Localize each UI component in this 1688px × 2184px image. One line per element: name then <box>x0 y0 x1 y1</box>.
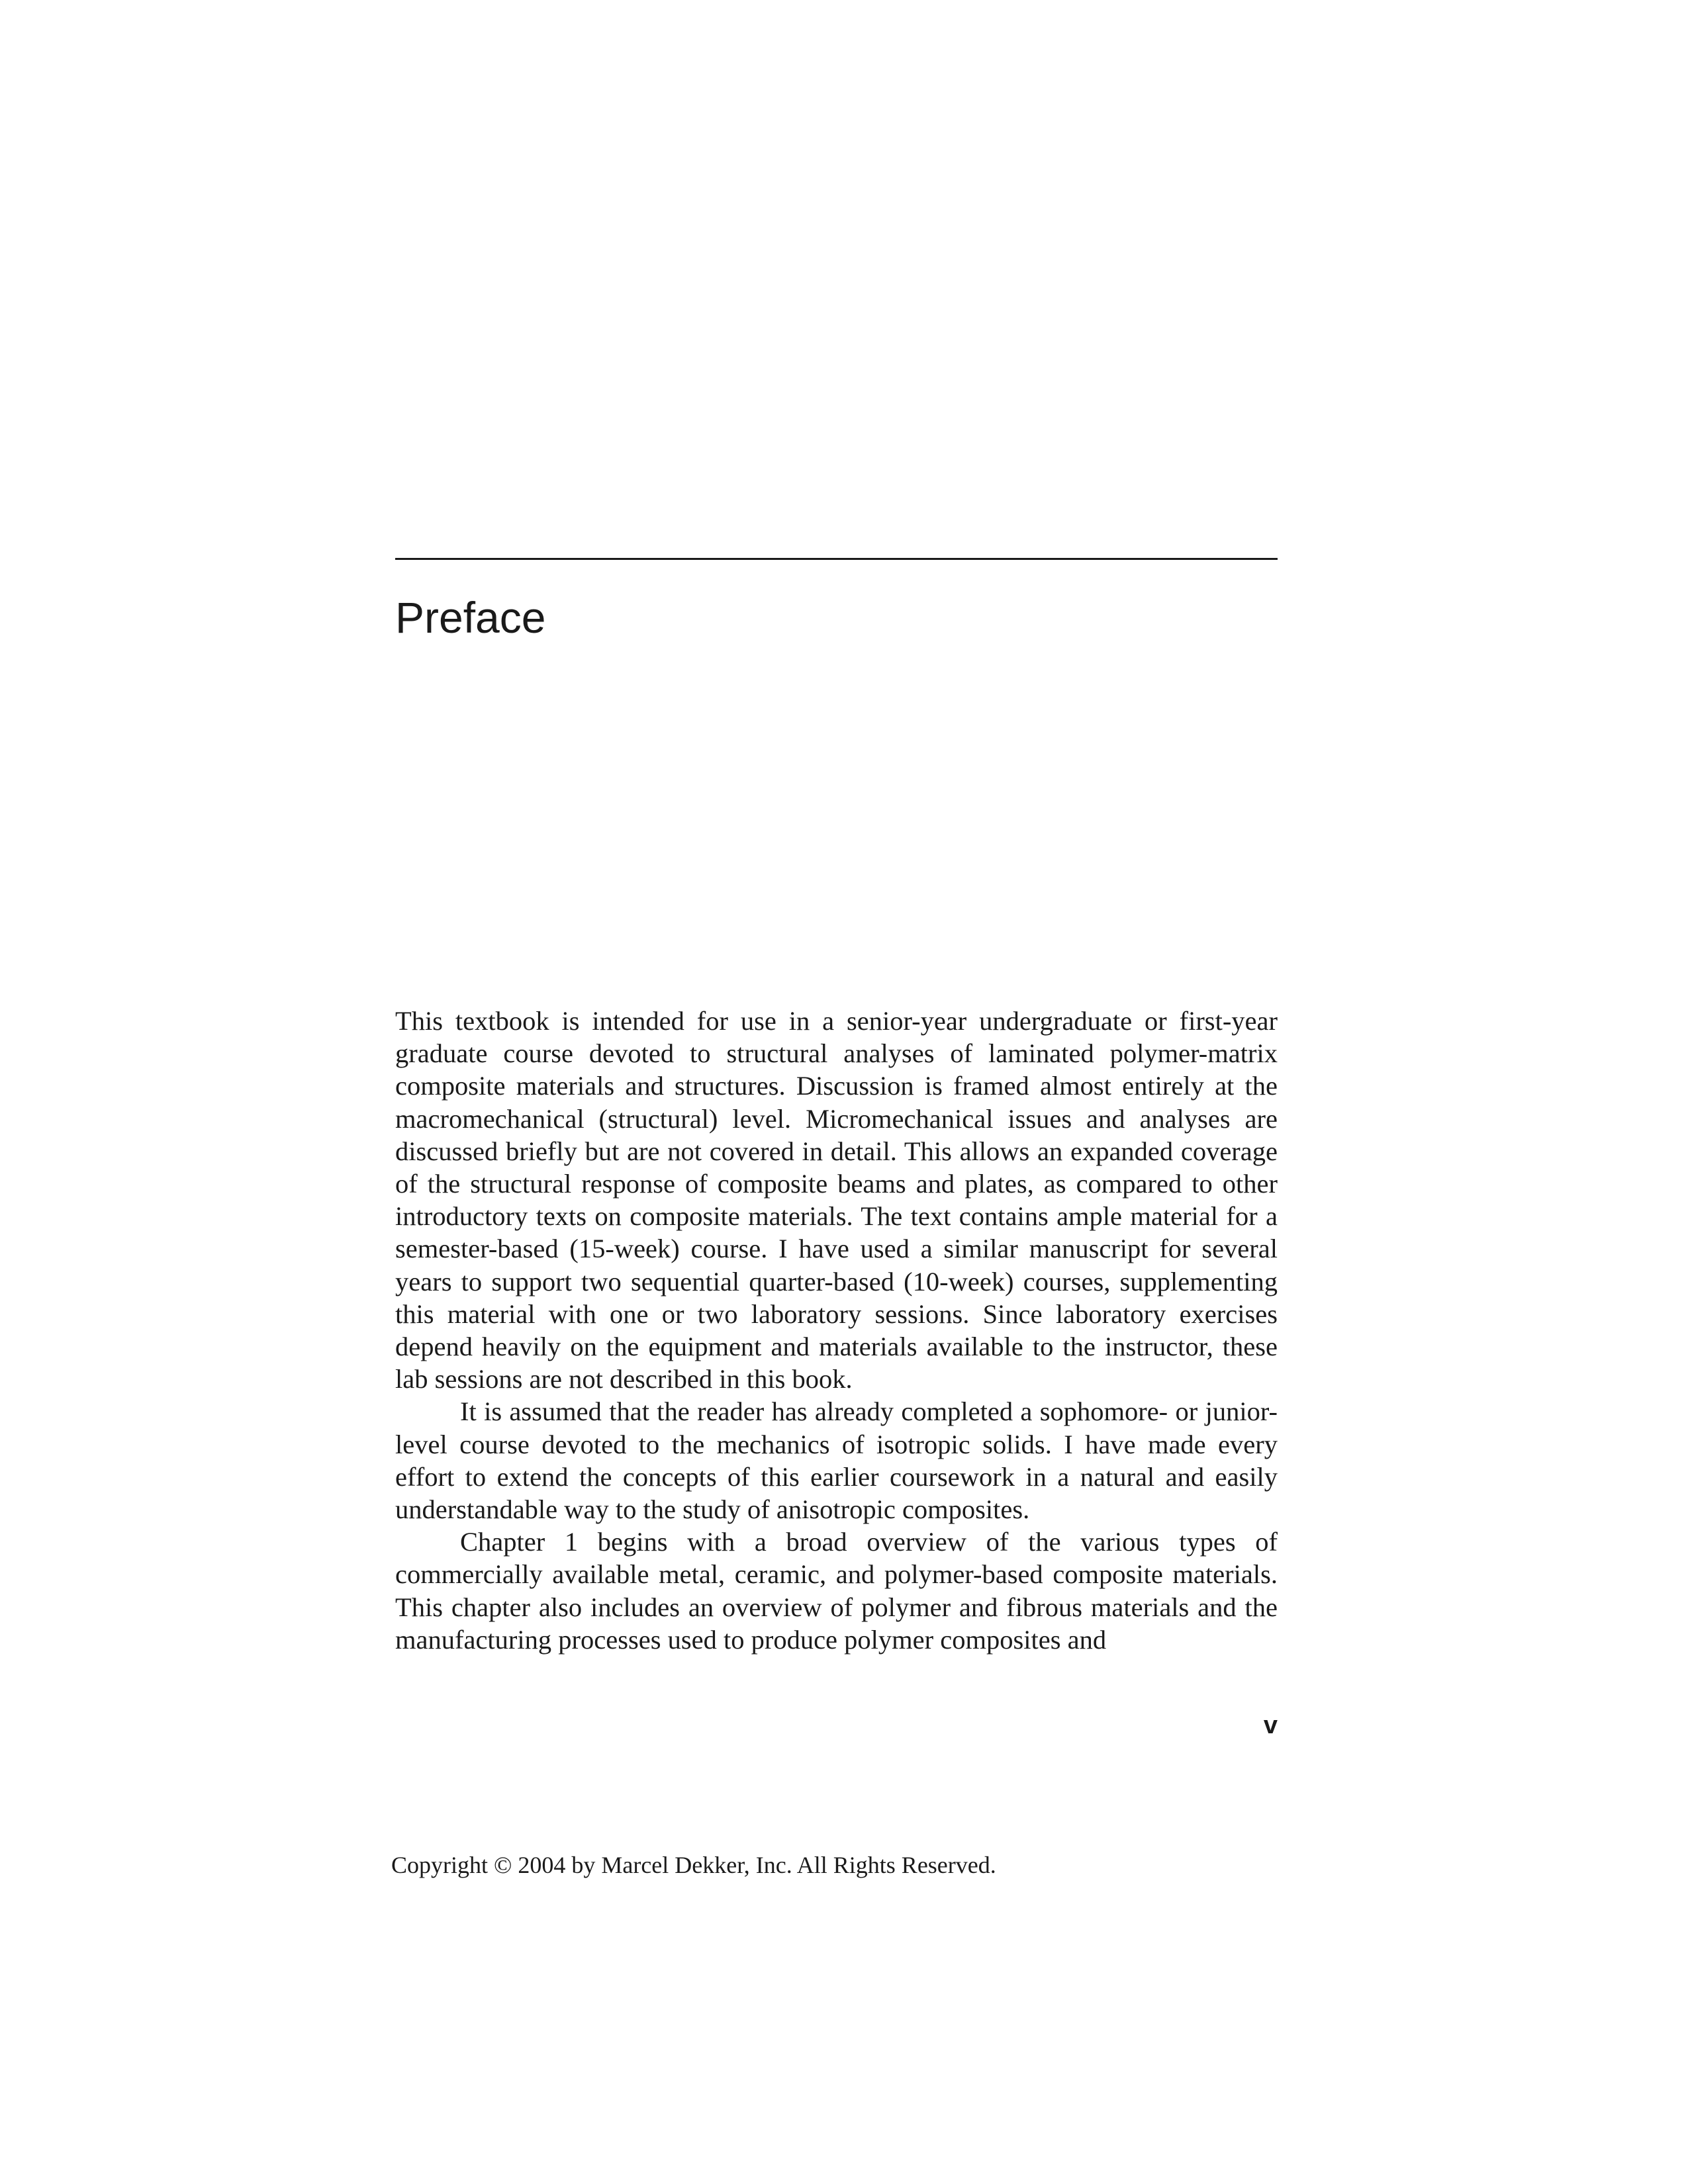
copyright-notice: Copyright © 2004 by Marcel Dekker, Inc. All Rights Reserved. <box>391 1852 996 1878</box>
body-text <box>395 1005 1278 1656</box>
paragraph-3: Chapter 1 begins with a broad overview of the various types of commercially available metal, ceramic, and polymer-based composite materials. This chapter also includes an overview of polymer and fibrous materials and the manufacturing processes used to produce polymer composites and <box>395 1527 1278 1655</box>
paragraph-1: This textbook is intended for use in a senior-year undergraduate or first-year graduate course devoted to structural analyses of laminated polymer-matrix composite materials and structures. Discussion is framed almost entirely at the macromechanical (structural) level. Micromechanical issues and analyses are discussed briefly but are not covered in detail. This allows an expanded coverage of the structural response of composite beams and plates, as compared to other introductory texts on composite materials. The text contains ample material for a semester-based (15-week) course. I have used a similar manuscript for several years to support two sequential quarter-based (10-week) courses, supplementing this material with one or two laboratory sessions. Since laboratory exercises depend heavily on the equipment and materials available to the instructor, these lab sessions are not described in this book. <box>395 1006 1278 1394</box>
title-rule <box>395 558 1278 560</box>
paragraph-2: It is assumed that the reader has already completed a sophomore- or junior-level course devoted to the mechanics of isotropic solids. I have made every effort to extend the concepts of this earlier coursework in a natural and easily understandable way to the study of anisotropic composites. <box>395 1396 1278 1525</box>
page-number: v <box>1263 1711 1278 1739</box>
page-title: Preface <box>395 593 546 642</box>
